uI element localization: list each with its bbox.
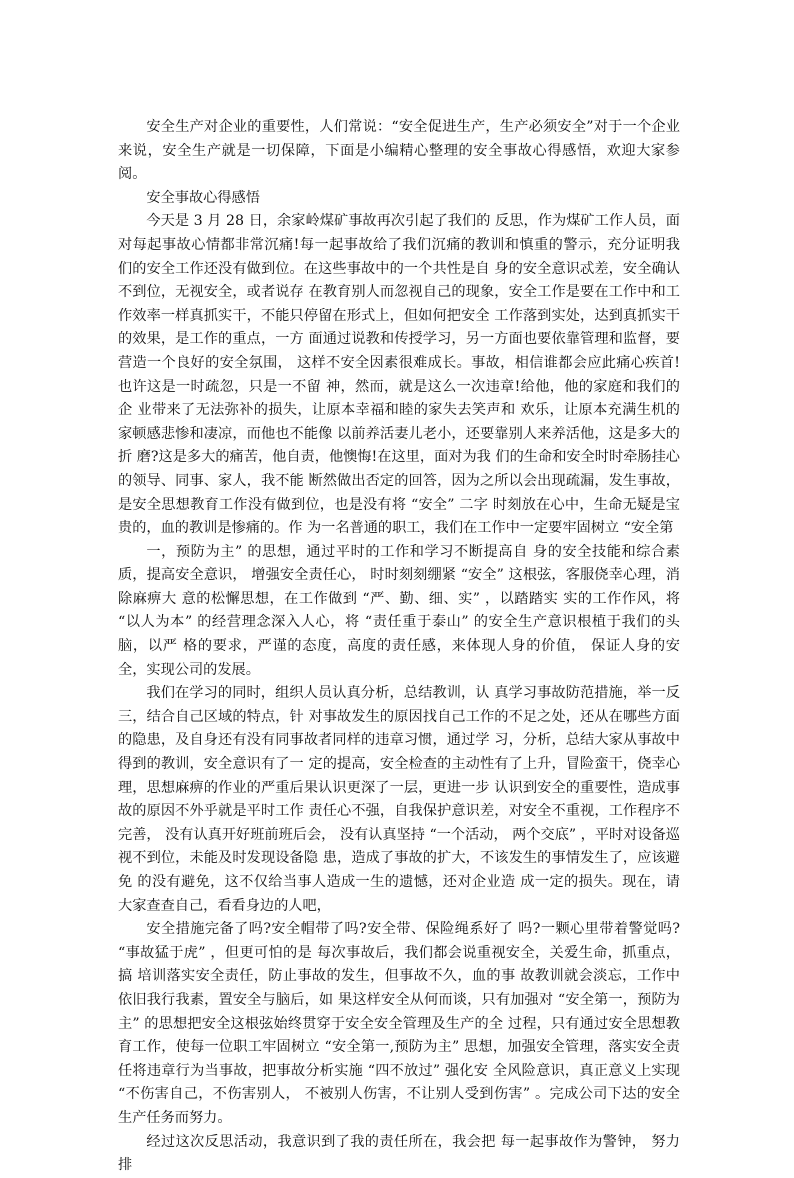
body-paragraph-5: 经过这次反思活动，我意识到了我的责任所在，我会把 每一起事故作为警钟， 努力排 xyxy=(118,1133,680,1174)
document-title: 安全事故心得感悟 xyxy=(146,189,260,206)
body-paragraph-1: 今天是 3 月 28 日，余家岭煤矿事故再次引起了我们的 反思，作为煤矿工作人员，面对每起事故心情都非常沉痛!每一起事故给了我们沉痛的教训和慎重的警示，充分证明我 们的安全工作还没有做到位。在这些事故中的一个共性是自 身的安全意识忒差，安全确认不到位，无视安全，或者说存 在教育别人而忽视自己的现象，安全工作是要在工作中和工 作效率一样真抓实干，不能只停留在形式上，但如何把安全 工作落到实处，达到真抓实干的效果，是工作的重点，一方 面通过说教和传授学习，另一方面也要依靠管理和监督，要 营造一个良好的安全氛围， 这样不安全因素很难成长。事故，相信谁都会应此痛心疾首!也许这是一时疏忽，只是一不留 神，然而，就是这么一次违章!给他，他的家庭和我们的企 业带来了无法弥补的损失，让原本幸福和睦的家失去笑声和 欢乐，让原本充满生机的家顿感悲惨和凄凉，而他也不能像 以前养活妻儿老小，还要靠别人来养活他，这是多大的折 磨?这是多大的痛苦，他自责，他懊悔!在这里，面对为我 们的生命和安全时时牵肠挂心的领导、同事、家人，我不能 断然做出否定的回答，因为之所以会出现疏漏，发生事故，是安全思想教育工作没有做到位，也是没有将 “安全” 二字 时刻放在心中，生命无疑是宝贵的，血的教训是惨痛的。作 为一名普通的职工，我们在工作中一定要牢固树立 “安全第 xyxy=(118,213,680,537)
body-paragraph-2: 一，预防为主” 的思想，通过平时的工作和学习不断提高自 身的安全技能和综合素质，提高安全意识， 增强安全责任心， 时时刻刻绷紧 “安全” 这根弦，客服侥幸心理，消除麻痹大 意的松懈思想，在工作做到 “严、勤、细、实” ，以踏踏实 实的工作作风，将 “以人为本” 的经营理念深入人心，将 “责任重于泰山” 的安全生产意识根植于我们的头脑，以严 格的要求，严谨的态度，高度的责任感，来体现人身的价值， 保证人身的安全，实现公司的发展。 xyxy=(118,543,680,678)
body-paragraph-3: 我们在学习的同时，组织人员认真分析，总结教训，认 真学习事故防范措施，举一反三，结合自己区域的特点，针 对事故发生的原因找自己工作的不足之处，还从在哪些方面的隐患，及自身还有没有同事故者同样的违章习惯，通过学 习，分析，总结大家从事故中得到的教训，安全意识有了一 定的提高，安全检查的主动性有了上升，冒险蛮干，侥幸心理，思想麻痹的作业的严重后果认识更深了一层，更进一步 认识到安全的重要性，造成事故的原因不外乎就是平时工作 责任心不强，自我保护意识差，对安全不重视，工作程序不完善， 没有认真开好班前班后会， 没有认真坚持 “一个活动， 两个交底” ，平时对设备巡视不到位，未能及时发现设备隐 患，造成了事故的扩大，不该发生的事情发生了，应该避免 的没有避免，这不仅给当事人造成一生的遗憾，还对企业造 成一定的损失。现在，请大家查查自己，看看身边的人吧， xyxy=(118,685,680,914)
intro-paragraph: 安全生产对企业的重要性，人们常说：“安全促进生产，生产必须安全”对于一个企业来说，安全生产就是一切保障，下面是小编精心整理的安全事故心得感悟，欢迎大家参阅。 xyxy=(118,119,680,183)
body-paragraph-4: 安全措施完备了吗?安全帽带了吗?安全带、保险绳系好了 吗?一颗心里带着警觉吗? “事故猛于虎” ，但更可怕的是 每次事故后，我们都会说重视安全，关爱生命，抓重点，搞 培训落实安全责任，防止事故的发生，但事故不久，血的事 故教训就会淡忘，工作中依旧我行我素，置安全与脑后，如 果这样安全从何而谈，只有加强对 “安全第一，预防为主” 的思想把安全这根弦始终贯穿于安全安全管理及生产的全 过程，只有通过安全思想教育工作，使每一位职工牢固树立 “安全第一,预防为主” 思想，加强安全管理，落实安全责 任将违章行为当事故，把事故分析实施 “四不放过” 强化安 全风险意识，真正意义上实现 “不伤害自己，不伤害别人， 不被别人伤害，不让别人受到伤害” 。完成公司下达的安全 生产任务而努力。 xyxy=(118,921,680,1126)
document-page xyxy=(118,116,680,1178)
